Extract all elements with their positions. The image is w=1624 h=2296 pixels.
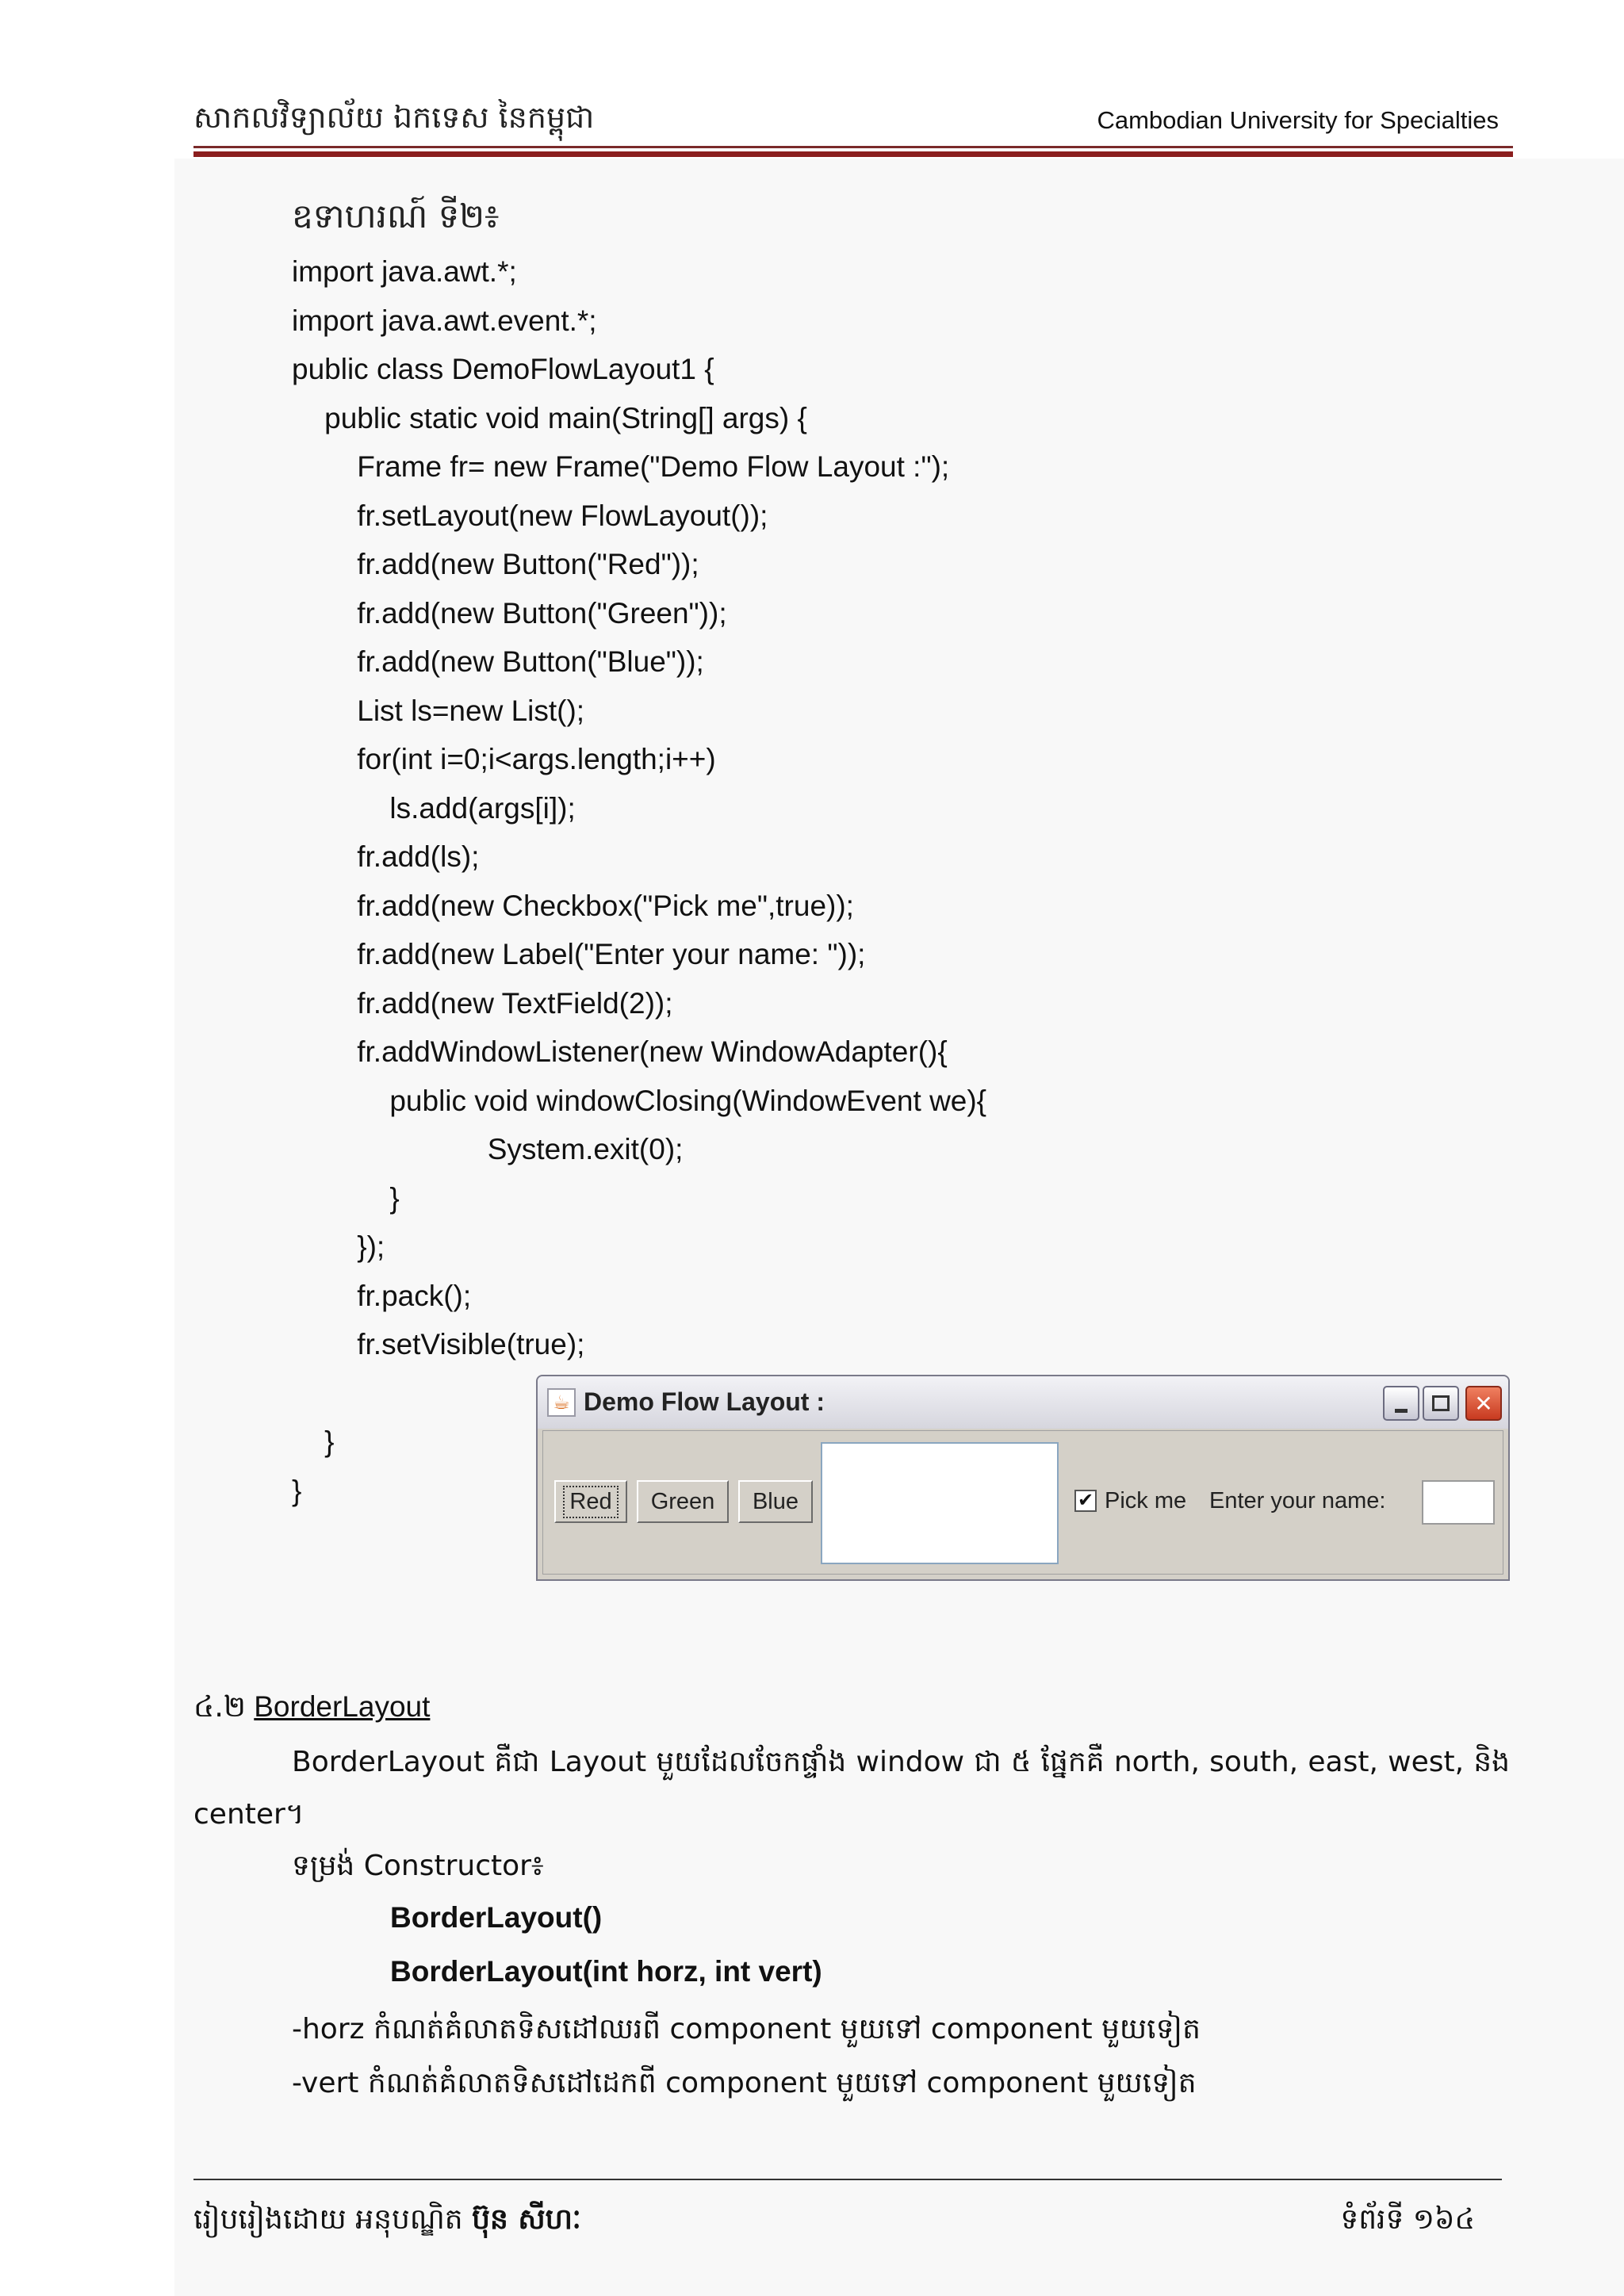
footer-divider <box>193 2179 1502 2180</box>
code-line: System.exit(0); <box>292 1133 684 1165</box>
page-number: ទំព័រទី ១៦៤ <box>1340 2203 1475 2236</box>
code-line: public void windowClosing(WindowEvent we){ <box>292 1084 987 1117</box>
header-university-english: Cambodian University for Specialties <box>1097 106 1499 134</box>
code-line: fr.add(new Button("Blue")); <box>292 645 704 678</box>
code-line: fr.add(new Checkbox("Pick me",true)); <box>292 889 854 922</box>
window-titlebar[interactable] <box>538 1376 1508 1429</box>
constructor-default: BorderLayout() <box>390 1901 603 1934</box>
code-line: fr.setVisible(true); <box>292 1328 585 1360</box>
green-button[interactable]: Green <box>637 1480 729 1523</box>
window-content <box>542 1430 1503 1575</box>
code-line: fr.pack(); <box>292 1279 472 1312</box>
code-listing <box>292 252 986 1520</box>
code-line: } <box>292 1425 335 1458</box>
code-line: } <box>292 1181 400 1215</box>
section-name: BorderLayout <box>254 1690 431 1723</box>
blue-button[interactable]: Blue <box>738 1480 813 1523</box>
constructor-label: ទម្រង់ Constructor៖ <box>292 1850 544 1882</box>
name-label: Enter your name: <box>1209 1488 1386 1513</box>
header-divider <box>193 146 1513 148</box>
code-line: fr.add(new TextField(2)); <box>292 986 673 1020</box>
java-cup-icon: ☕ <box>547 1388 576 1417</box>
code-line: fr.add(new Button("Green")); <box>292 596 727 629</box>
demo-window <box>536 1375 1510 1581</box>
code-line: } <box>292 1474 302 1507</box>
red-button[interactable] <box>554 1480 627 1523</box>
footer-author-name: ប៊ុន សីហៈ <box>472 2203 581 2236</box>
footer-author-prefix: រៀបរៀងដោយ អនុបណ្ឌិត <box>193 2203 463 2236</box>
footer-author <box>193 2201 581 2243</box>
code-line: import java.awt.*; <box>292 255 517 288</box>
section-number: ៤.២ <box>193 1689 246 1724</box>
code-line: public class DemoFlowLayout1 { <box>292 353 714 385</box>
code-line: Frame fr= new Frame("Demo Flow Layout :"); <box>292 450 950 483</box>
code-line: List ls=new List(); <box>292 694 585 727</box>
header-divider-thick <box>193 151 1513 157</box>
code-line: for(int i=0;i<args.length;i++) <box>292 743 716 775</box>
args-list[interactable] <box>821 1442 1059 1564</box>
red-button-label: Red <box>563 1486 618 1518</box>
minimize-button[interactable] <box>1383 1386 1419 1421</box>
close-button[interactable] <box>1465 1386 1502 1421</box>
horz-note: -horz កំណត់គំលាតទិសដៅឈរពី component មួយទៅ component មួយទៀត <box>292 2013 1201 2045</box>
code-line: public static void main(String[] args) { <box>292 401 807 434</box>
pick-me-checkbox[interactable]: ✔ <box>1074 1490 1097 1512</box>
code-line: }); <box>292 1230 385 1263</box>
code-line: fr.addWindowListener(new WindowAdapter(){ <box>292 1035 948 1068</box>
window-title: Demo Flow Layout : <box>584 1387 825 1416</box>
code-line: ls.add(args[i]); <box>292 791 576 825</box>
section-heading <box>193 1689 430 1732</box>
header-university-khmer: សាកលវិទ្យាល័យ ឯកទេស នៃកម្ពុជា <box>193 100 595 135</box>
constructor-with-gaps: BorderLayout(int horz, int vert) <box>390 1955 822 1988</box>
borderlayout-description: BorderLayout គឺជា Layout មួយដែលចែកផ្ទាំង window ជា ៥ ផ្នែកគឺ north, south, east, west, និង center។ <box>193 1746 1510 1831</box>
code-line: fr.add(ls); <box>292 840 480 873</box>
code-line: fr.add(new Label("Enter your name: ")); <box>292 938 866 970</box>
code-line: fr.add(new Button("Red")); <box>292 548 699 580</box>
code-line: fr.setLayout(new FlowLayout()); <box>292 499 768 532</box>
code-line: import java.awt.event.*; <box>292 304 597 337</box>
example-title: ឧទាហរណ៍ ទី២៖ <box>292 197 500 235</box>
maximize-button[interactable] <box>1423 1386 1459 1421</box>
pick-me-label: Pick me <box>1105 1488 1187 1513</box>
name-text-field[interactable] <box>1422 1480 1495 1525</box>
vert-note: -vert កំណត់គំលាតទិសដៅដេកពី component មួយទៅ component មួយទៀត <box>292 2067 1197 2099</box>
